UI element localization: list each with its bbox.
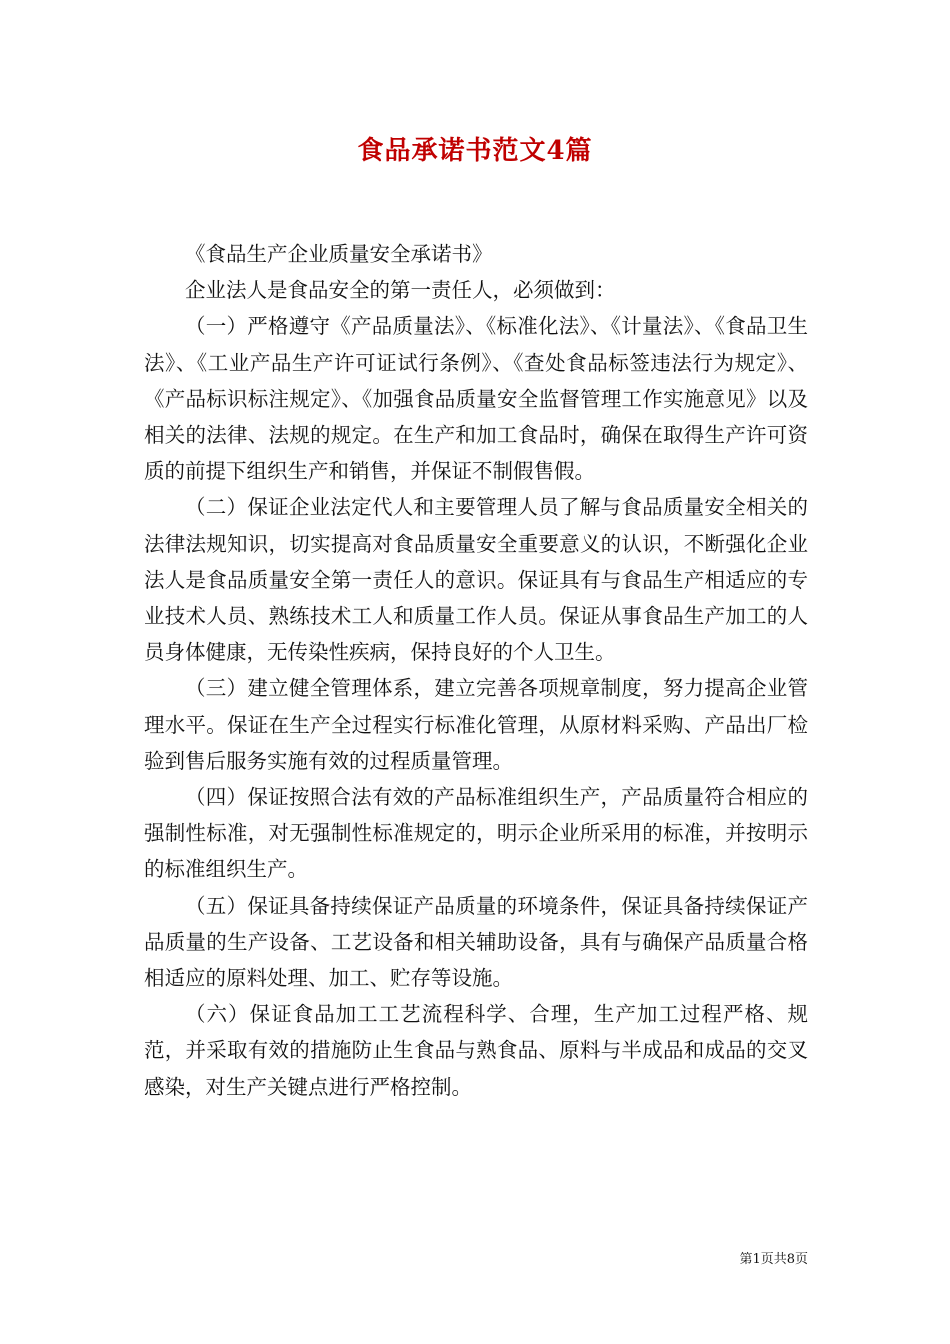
paragraph-item-5: （五）保证具备持续保证产品质量的环境条件，保证具备持续保证产品质量的生产设备、工艺设备和相关辅助设备，具有与确保产品质量合格相适应的原料处理、加工、贮存等设施。 [144,893,808,991]
page-number: 第1页共8页 [739,1252,808,1267]
document-body [144,236,808,1105]
paragraph-item-6: （六）保证食品加工工艺流程科学、合理，生产加工过程严格、规范，并采取有效的措施防止生食品与熟食品、原料与半成品和成品的交叉感染，对生产关键点进行严格控制。 [144,1002,808,1099]
paragraph-item-1: （一）严格遵守《产品质量法》、《标准化法》、《计量法》、《食品卫生法》、《工业产品生产许可证试行条例》、《查处食品标签违法行为规定》、《产品标识标注规定》、《加强食品质量安全监督管理工作实施意见》以及相关的法律、法规的规定。在生产和加工食品时，确保在取得生产许可资质的前提下组织生产和销售，并保证不制假售假。 [144,314,808,484]
paragraph-item-2: （二）保证企业法定代人和主要管理人员了解与食品质量安全相关的法律法规知识，切实提高对食品质量安全重要意义的认识，不断强化企业法人是食品质量安全第一责任人的意识。保证具有与食品生产相适应的专业技术人员、熟练技术工人和质量工作人员。保证从事食品生产加工的人员身体健康，无传染性疾病，保持良好的个人卫生。 [144,495,808,665]
paragraph-intro: 企业法人是食品安全的第一责任人，必须做到： [185,278,616,303]
paragraph-item-3: （三）建立健全管理体系，建立完善各项规章制度，努力提高企业管理水平。保证在生产全过程实行标准化管理，从原材料采购、产品出厂检验到售后服务实施有效的过程质量管理。 [144,676,808,773]
paragraph-item-4: （四）保证按照合法有效的产品标准组织生产，产品质量符合相应的强制性标准，对无强制性标准规定的，明示企业所采用的标准，并按明示的标准组织生产。 [144,785,808,882]
document-title: 食品承诺书范文4篇 [357,136,593,166]
paragraph-heading: 《食品生产企业质量安全承诺书》 [185,242,493,266]
